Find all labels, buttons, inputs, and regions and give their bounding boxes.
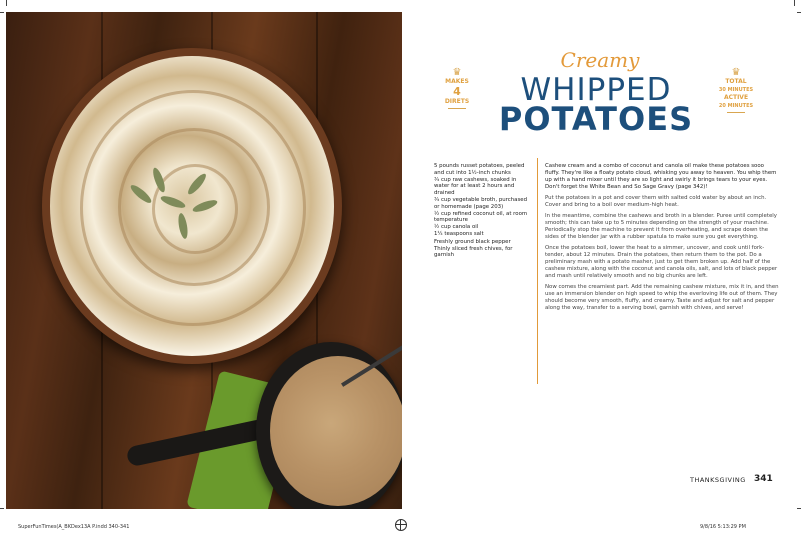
file-slug: SuperFunTimes(A_BKDex13A P.indd 340-341 [18, 524, 130, 530]
direction-step: Once the potatoes boil, lower the heat to a simmer, uncover, and cook until fork-tender, about 12 minutes. Drain the potatoes, then return them to the pot. Do a preliminary mash with a potato masher, just to get them broken up. Add half of the cashew mixture, along with the coconut and canola oils, salt, and lots of black pepper and mash until relatively smooth and no big chunks are left. [545, 245, 778, 279]
mashed-potatoes [50, 56, 334, 356]
ingredient-item: ½ cup refined coconut oil, at room temperature [434, 210, 528, 224]
ingredient-item: ¾ cup vegetable broth, purchased or homemade (page 203) [434, 196, 528, 210]
crop-mark [0, 508, 4, 509]
total-label: TOTAL [725, 78, 747, 85]
crop-mark [797, 508, 801, 509]
crop-mark [797, 12, 801, 13]
divider [727, 112, 745, 113]
recipe-intro: Cashew cream and a combo of coconut and canola oil make these potatoes sooo fluffy. They're like a floaty potato cloud, whisking you away to heaven. You whip them up with a hand mixer until they are so light and swirly it brings tears to your eyes. Don't forget the White Bean and So Sage Gravy (page 342)! [545, 163, 777, 190]
directions [545, 163, 779, 316]
yield-badge [442, 68, 472, 111]
print-timestamp: 9/8/16 5:13:29 PM [700, 524, 746, 530]
recipe-photo [6, 12, 402, 509]
gravy-skillet [256, 342, 402, 509]
ingredient-item: ¾ cup raw cashews, soaked in water for at least 2 hours and drained [434, 176, 517, 196]
crop-mark [6, 0, 7, 6]
crown-icon: ♛ [452, 67, 462, 78]
recipe-title-line1: WHIPPED [520, 72, 672, 108]
ingredient-item: Thinly sliced fresh chives, for garnish [434, 245, 513, 259]
ingredient-item: 1¼ teaspoons salt [434, 231, 484, 238]
yield-unit: DIRETS [444, 98, 470, 105]
direction-step: Put the potatoes in a pot and cover them with salted cold water by about an inch. Cover and bring to a boil over medium-high heat. [545, 195, 767, 208]
potato-bowl [42, 48, 342, 364]
direction-step: In the meantime, combine the cashews and broth in a blender. Puree until completely smooth; this can take up to 5 minutes depending on the strength of your machine. Periodically stop the machine to prevent it from overheating, and scrape down the sides of the blender jar with a rubber spatula to make sure you get everything. [545, 213, 777, 240]
crown-icon: ♛ [731, 67, 741, 78]
ingredient-item: 5 pounds russet potatoes, peeled and cut into 1½-inch chunks [434, 163, 525, 176]
active-time: 20 MINUTES [718, 103, 754, 109]
time-badge [718, 68, 754, 115]
page-number: 341 [754, 474, 773, 484]
crop-mark [794, 0, 795, 6]
total-time: 30 MINUTES [718, 87, 754, 93]
active-label: ACTIVE [723, 94, 749, 101]
ingredients-list [434, 163, 532, 259]
recipe-subtitle: Creamy [560, 48, 640, 72]
recipe-title-line2: POTATOES [498, 100, 694, 138]
column-divider [537, 158, 538, 384]
ingredient-item: Freshly ground black pepper [434, 238, 511, 245]
registration-mark-icon [395, 519, 407, 531]
yield-value: 4 [453, 85, 461, 98]
crop-mark [0, 12, 4, 13]
direction-step: Now comes the creamiest part. Add the remaining cashew mixture, mix it in, and then use an immersion blender on high speed to whip the everloving life out of them. They should become very smooth, fluffy, and creamy. Taste and adjust for salt and pepper along the way, transfer to a serving bowl, garnish with chives, and serve! [545, 284, 779, 311]
ingredient-item: ½ cup canola oil [434, 224, 479, 231]
section-name: THANKSGIVING [690, 476, 746, 484]
gravy [270, 356, 402, 506]
yield-label: MAKES [445, 78, 469, 85]
divider [448, 108, 466, 109]
